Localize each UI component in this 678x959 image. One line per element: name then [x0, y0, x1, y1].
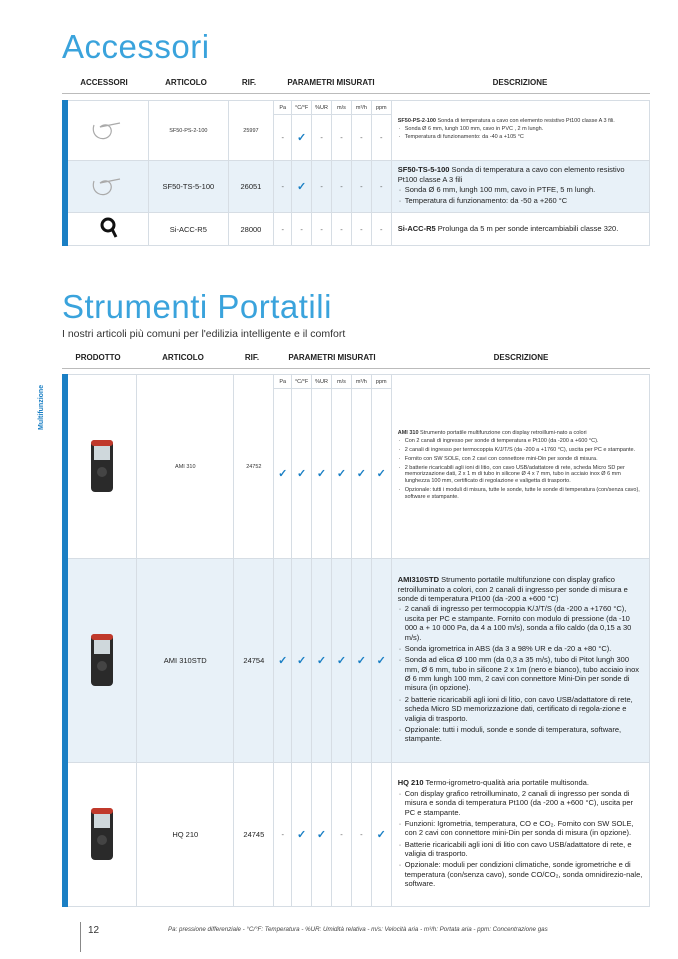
param-mark: -: [351, 763, 371, 907]
portatili-title: Strumenti Portatili: [62, 288, 332, 325]
side-label-multifunzione: Multifunzione: [38, 384, 45, 430]
param-mark: -: [312, 115, 332, 161]
header-descrizione: DESCRIZIONE: [492, 78, 548, 87]
table-row-rif: 25997: [228, 101, 274, 161]
accessory-image-cell: [65, 213, 149, 246]
accessory-image-cell: [65, 161, 149, 213]
footer-divider: [80, 922, 81, 952]
param-mark: -: [274, 763, 292, 907]
check-icon: ✓: [371, 763, 391, 907]
check-icon: ✓: [292, 763, 312, 907]
accessori-table: [62, 100, 650, 246]
table-row-rif: 24754: [234, 559, 274, 763]
handheld-device-icon: [88, 806, 116, 862]
param-head: m³/h: [351, 375, 371, 389]
param-mark: -: [351, 115, 371, 161]
accessory-image-cell: [65, 101, 149, 161]
accessori-title: Accessori: [62, 28, 210, 65]
check-icon: ✓: [312, 389, 332, 559]
check-icon: ✓: [312, 559, 332, 763]
param-mark: -: [332, 763, 352, 907]
param-head: °C/°F: [292, 375, 312, 389]
table-row-articolo: HQ 210: [137, 763, 234, 907]
check-icon: ✓: [371, 559, 391, 763]
check-icon: ✓: [292, 161, 312, 213]
param-head: m/s: [332, 101, 352, 115]
table-row-description: Si-ACC-R5 Prolunga da 5 m per sonde intercambiabili classe 320.: [391, 213, 649, 246]
param-head: ppm: [371, 375, 391, 389]
check-icon: ✓: [292, 389, 312, 559]
check-icon: ✓: [274, 559, 292, 763]
portatili-column-headers: [62, 345, 650, 369]
param-mark: -: [274, 213, 292, 246]
table-row-description: AMI310STD Strumento portatile multifunzione con display grafico retroilluminato a colori, con 2 canali di ingresso per sonde di misura e sonde di temperatura Pt100 (da -200 a +600 °C) · 2 canali di ingresso per termocoppia K/J/T/S (da -200 a +1760 °C), uscita per PC e stampante. Fornito con modulo di pressione (da -10 000 a + 10 000 Pa, da 4 a 100 m/s), sonda a filo caldo (da 0,15 a 30 m/s). · Sonda igrometrica in ABS (da 3 a 98% UR e da -20 a +80 °C). · Sonda ad elica Ø 100 mm (da 0,3 a 35 m/s), tubo di Pitot lungh 300 mm, Ø 6 mm, tubo in silicone 2 x 1m (nero e bianco), tubo acciaio inox Ø 6 mm lungh 100 mm, 2 cavi con connettore Mini-Din per sonde di misura (in opzione). · 2 batterie ricaricabili agli ioni di litio, con cavo USB/adattatore di rete, scheda Micro SD memorizzazione dati, certificato di regola-zione e valigia di trasporto. · Opzionale: tutti i moduli, sonde e sonde di temperatura, software, stampante.: [391, 559, 649, 763]
check-icon: ✓: [292, 559, 312, 763]
check-icon: ✓: [332, 389, 352, 559]
param-head: m/s: [332, 375, 352, 389]
accessori-column-headers: [62, 70, 650, 94]
param-mark: -: [274, 115, 292, 161]
product-image-cell: [65, 375, 137, 559]
param-head: m³/h: [351, 101, 371, 115]
param-head: ppm: [371, 101, 391, 115]
footer-legend: Pa: pressione differenziale - °C/°F: Temperatura - %UR: Umidità relativa - m/s: Velocità aria - m³/h: Portata aria - ppm: Concentrazione gas: [168, 926, 548, 933]
param-head: °C/°F: [292, 101, 312, 115]
header-accessori: ACCESSORI: [80, 78, 128, 87]
table-row-rif: 28000: [228, 213, 274, 246]
check-icon: ✓: [332, 559, 352, 763]
handheld-device-icon: [88, 632, 116, 688]
header-rif: RIF.: [241, 78, 257, 87]
param-mark: -: [312, 161, 332, 213]
param-mark: -: [371, 161, 391, 213]
param-mark: -: [332, 213, 352, 246]
param-mark: -: [274, 161, 292, 213]
param-mark: -: [371, 213, 391, 246]
param-mark: -: [332, 161, 352, 213]
param-mark: -: [332, 115, 352, 161]
check-icon: ✓: [351, 559, 371, 763]
table-row-articolo: SF50-TS-5-100: [149, 161, 228, 213]
param-mark: -: [371, 115, 391, 161]
product-image-cell: [65, 763, 137, 907]
temperature-probe-cable-icon: [88, 115, 128, 145]
table-row-articolo: Si-ACC-R5: [149, 213, 228, 246]
check-icon: ✓: [351, 389, 371, 559]
extension-cable-icon: [88, 213, 128, 243]
table-row-articolo: AMI 310: [137, 375, 234, 559]
page-number: 12: [88, 925, 100, 936]
param-head: %UR: [312, 101, 332, 115]
check-icon: ✓: [371, 389, 391, 559]
check-icon: ✓: [292, 115, 312, 161]
check-icon: ✓: [274, 389, 292, 559]
header-rif: RIF.: [244, 353, 260, 362]
table-row-articolo: SF50-PS-2-100: [149, 101, 228, 161]
param-mark: -: [351, 161, 371, 213]
header-descrizione: DESCRIZIONE: [493, 353, 549, 362]
param-mark: -: [292, 213, 312, 246]
temperature-probe-cable-icon: [88, 171, 128, 201]
table-row-description: AMI 310 Strumento portatile multifunzione con display retroillumi-nato a colori · Con 2 canali di ingresso per sonde di temperatura e Pt100 (da -200 a +600 °C). · 2 canali di ingresso per termocoppia K/J/T/S (da -200 a +1760 °C), uscita per PC e stampante. · Fornito con SW SOLE, con 2 cavi con connettore mini-Din per sonde di misura. · 2 batterie ricaricabili agli ioni di litio, con cavo USB/adattatore di rete, scheda Micro SD per memorizzazione dati, 2 x 1 m di tubo in silicone Ø 4 x 7 mm, tubo in acciaio inox Ø 6 mm lunghezza 100 mm, certificato di regolazione e valigetta di trasporto. · Opzionale: tutti i moduli di misura, tutte le sonde, tutte le sonde di temperatura (con/senza cavo), software e stampante.: [391, 375, 649, 559]
table-row-description: HQ 210 Termo-igrometro-qualità aria portatile multisonda. · Con display grafico retroilluminato, 2 canali di ingresso per sonda di misura e sonda di temperatura Pt100 (da -200 a +600 °C), uscita per PC e stampante. · Funzioni: Igrometria, temperatura, CO e CO₂. Fornito con SW SOLE, con 2 cavi con connettore mini-Din per sonda di misura (in opzione). · Batterie ricaricabili agli ioni di litio con cavo USB/adattatore di rete, e valigia di trasporto. · Opzionale: moduli per condizioni climatiche, sonde igrometriche e di temperatura (con/senza cavo), sonde CO/CO₂, sonda omnidirezio-nale, software.: [391, 763, 649, 907]
table-row-rif: 26051: [228, 161, 274, 213]
table-row-description: SF50-TS-5-100 Sonda di temperatura a cavo con elemento resistivo Pt100 classe A 3 fili · Sonda Ø 6 mm, lungh 100 mm, cavo in PTFE, 5 m lungh. · Temperatura di funzionamento: da -50 a +260 °C: [391, 161, 649, 213]
check-icon: ✓: [312, 763, 332, 907]
header-articolo: ARTICOLO: [165, 78, 207, 87]
table-row-articolo: AMI 310STD: [137, 559, 234, 763]
param-mark: -: [312, 213, 332, 246]
portatili-subtitle: I nostri articoli più comuni per l'edilizia intelligente e il comfort: [62, 328, 346, 340]
param-head: Pa: [274, 375, 292, 389]
header-prodotto: PRODOTTO: [75, 353, 121, 362]
table-row-rif: 24752: [234, 375, 274, 559]
product-image-cell: [65, 559, 137, 763]
header-articolo: ARTICOLO: [162, 353, 204, 362]
param-mark: -: [351, 213, 371, 246]
handheld-device-icon: [88, 438, 116, 494]
header-parametri: PARAMETRI MISURATI: [287, 78, 375, 87]
table-row-description: SF50-PS-2-100 Sonda di temperatura a cavo con elemento resistivo Pt100 classe A 3 fili. · Sonda Ø 6 mm, lungh 100 mm, cavo in PVC , 2 m lungh. · Temperatura di funzionamento: da -40 a +105 °C: [391, 101, 649, 161]
portatili-table: [62, 374, 650, 907]
param-head: %UR: [312, 375, 332, 389]
header-parametri: PARAMETRI MISURATI: [288, 353, 376, 362]
table-row-rif: 24745: [234, 763, 274, 907]
param-head: Pa: [274, 101, 292, 115]
